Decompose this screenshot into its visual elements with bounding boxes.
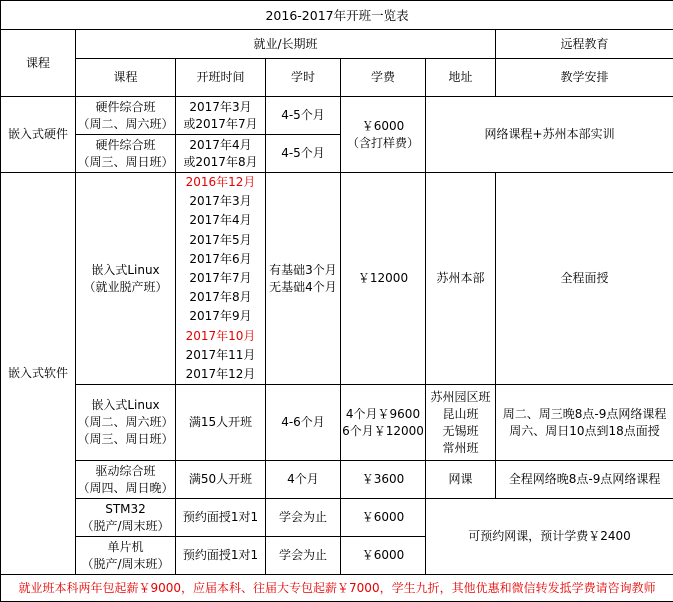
- table-title: 2016-2017年开班一览表: [1, 1, 673, 30]
- linux-part-arrangement2: 周六、周日10点到18点面授: [496, 423, 673, 440]
- hw-class2-days: （周三、周日班）: [76, 154, 175, 171]
- address-item: 无锡班: [426, 423, 495, 440]
- mcu-note: （脱产/周末班）: [76, 556, 175, 573]
- header-address: 地址: [426, 59, 496, 97]
- mcu-name: [76, 537, 176, 575]
- date-item: 2017年10月: [176, 327, 265, 346]
- linux-full-hours1: 有基础3个月: [266, 262, 340, 279]
- hw-class1-time2: 或2017年7月: [176, 116, 265, 133]
- linux-part-time: 满15人开班: [176, 385, 266, 461]
- header-remote: 远程教育: [496, 30, 673, 59]
- header-sub-course: 课程: [76, 59, 176, 97]
- linux-part-arrangement: [496, 385, 673, 461]
- header-fee: 学费: [341, 59, 426, 97]
- linux-full-address: 苏州本部: [426, 173, 496, 385]
- linux-full-dates: [176, 173, 266, 385]
- hw-class1-days: （周二、周六班）: [76, 116, 175, 133]
- linux-part-arrangement1: 周二、周三晚8点-9点网络课程: [496, 406, 673, 423]
- mcu-time: 预约面授1对1: [176, 537, 266, 575]
- date-item: 2017年12月: [176, 365, 265, 384]
- driver-title: 驱动综合班: [76, 463, 175, 480]
- date-item: 2017年3月: [176, 192, 265, 211]
- linux-full-note: （就业脱产班）: [76, 279, 175, 296]
- online-note: 可预约网课，预计学费￥2400: [426, 499, 673, 575]
- hw-class2-time2: 或2017年8月: [176, 154, 265, 171]
- address-item: 昆山班: [426, 406, 495, 423]
- linux-part-title: 嵌入式Linux: [76, 397, 175, 414]
- hw-fee: [341, 97, 426, 173]
- hw-class2-hours: 4-5个月: [266, 135, 341, 173]
- header-hours: 学时: [266, 59, 341, 97]
- linux-full-arrangement: 全程面授: [496, 173, 673, 385]
- header-course: 课程: [1, 30, 76, 97]
- header-employment: 就业/长期班: [76, 30, 496, 59]
- hw-class1-time1: 2017年3月: [176, 99, 265, 116]
- linux-part-hours: 4-6个月: [266, 385, 341, 461]
- address-item: 常州班: [426, 440, 495, 457]
- hw-fee-note: （含打样费）: [341, 135, 425, 152]
- hw-class2-title: 硬件综合班: [76, 137, 175, 154]
- linux-full-title: 嵌入式Linux: [76, 262, 175, 279]
- date-item: 2017年6月: [176, 250, 265, 269]
- hw-fee-amount: ￥6000: [341, 118, 425, 135]
- hw-class1-title: 硬件综合班: [76, 99, 175, 116]
- hw-class2-time: [176, 135, 266, 173]
- date-item: 2017年5月: [176, 231, 265, 250]
- linux-part-days2: （周三、周日班）: [76, 431, 175, 448]
- date-item: 2017年7月: [176, 269, 265, 288]
- driver-arrangement: 全程网络晚8点-9点网络课程: [496, 461, 673, 499]
- mcu-title: 单片机: [76, 539, 175, 556]
- linux-part-days1: （周二、周六班）: [76, 414, 175, 431]
- linux-full-hours: [266, 173, 341, 385]
- header-start-time: 开班时间: [176, 59, 266, 97]
- footer-note: 就业班本科两年包起薪￥9000，应届本科、往届大专包起薪￥7000，学生九折，其他优惠和微信转发抵学费请咨询教师: [1, 575, 673, 602]
- category-hardware: 嵌入式硬件: [1, 97, 76, 173]
- category-software: 嵌入式软件: [1, 173, 76, 575]
- stm32-hours: 学会为止: [266, 499, 341, 537]
- driver-hours: 4个月: [266, 461, 341, 499]
- hw-class2-name: [76, 135, 176, 173]
- linux-part-fee1: 4个月￥9600: [341, 406, 425, 423]
- header-teaching: 教学安排: [496, 59, 673, 97]
- driver-time: 满50人开班: [176, 461, 266, 499]
- linux-full-hours2: 无基础4个月: [266, 279, 340, 296]
- date-item: 2016年12月: [176, 173, 265, 192]
- linux-full-name: [76, 173, 176, 385]
- hw-arrangement: 网络课程+苏州本部实训: [426, 97, 673, 173]
- address-item: 苏州园区班: [426, 389, 495, 406]
- driver-address: 网课: [426, 461, 496, 499]
- mcu-hours: 学会为止: [266, 537, 341, 575]
- date-item: 2017年9月: [176, 307, 265, 326]
- stm32-fee: ￥6000: [341, 499, 426, 537]
- date-item: 2017年4月: [176, 211, 265, 230]
- driver-name: [76, 461, 176, 499]
- mcu-fee: ￥6000: [341, 537, 426, 575]
- linux-part-fee: [341, 385, 426, 461]
- linux-part-fee2: 6个月￥12000: [341, 423, 425, 440]
- hw-class1-time: [176, 97, 266, 135]
- date-item: 2017年8月: [176, 288, 265, 307]
- stm32-time: 预约面授1对1: [176, 499, 266, 537]
- driver-days: （周四、周日晚）: [76, 480, 175, 497]
- stm32-note: （脱产/周末班）: [76, 518, 175, 535]
- hw-class1-hours: 4-5个月: [266, 97, 341, 135]
- driver-fee: ￥3600: [341, 461, 426, 499]
- hw-class1-name: [76, 97, 176, 135]
- stm32-title: STM32: [76, 501, 175, 518]
- hw-class2-time1: 2017年4月: [176, 137, 265, 154]
- linux-full-fee: ￥12000: [341, 173, 426, 385]
- linux-part-name: [76, 385, 176, 461]
- stm32-name: [76, 499, 176, 537]
- date-item: 2017年11月: [176, 346, 265, 365]
- linux-part-address: [426, 385, 496, 461]
